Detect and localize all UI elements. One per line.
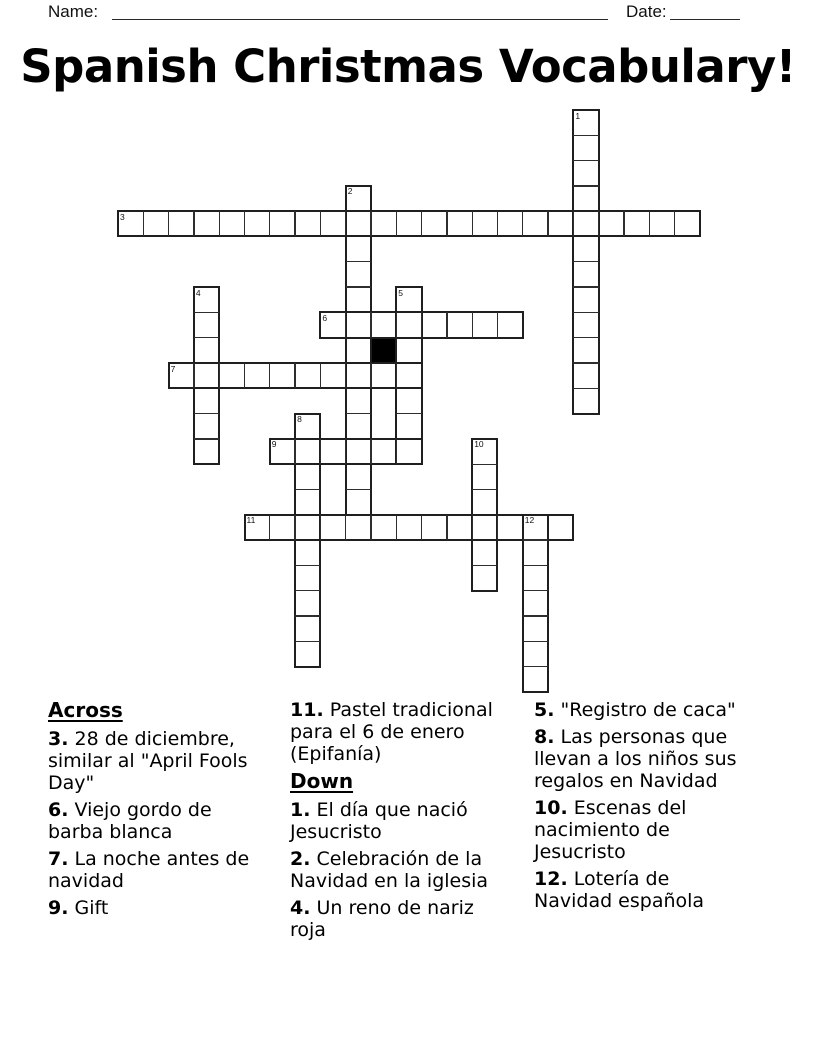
date-label: Date: (626, 2, 667, 21)
clue-number: 7. (48, 848, 69, 870)
page-title: Spanish Christmas Vocabulary! (20, 40, 796, 93)
clue-column-3 (534, 699, 746, 917)
word-number: 4 (195, 287, 201, 298)
clue-10 (534, 797, 746, 863)
clue-text: Gift (74, 897, 109, 919)
name-label: Name: (48, 2, 99, 21)
clue-text: Las personas que llevan a los niños sus regalos en Navidad (534, 726, 737, 792)
clue-number: 4. (290, 897, 311, 919)
word-number: 5 (398, 287, 404, 298)
word-number: 7 (170, 363, 176, 374)
clue-5 (534, 699, 746, 721)
clue-text: Escenas del nacimiento de Jesucristo (534, 797, 687, 863)
clue-1 (290, 799, 512, 843)
clue-text: "Registro de caca" (560, 699, 736, 721)
clue-9 (48, 897, 262, 919)
clue-text: Viejo gordo de barba blanca (48, 799, 212, 843)
clue-2 (290, 848, 512, 892)
clue-column-2 (290, 699, 512, 946)
clue-number: 12. (534, 868, 568, 890)
word-number: 2 (347, 186, 353, 197)
word-number: 12 (524, 515, 535, 526)
clue-text: Celebración de la Navidad en la iglesia (290, 848, 489, 892)
word-number: 10 (474, 439, 484, 450)
word-number: 11 (246, 515, 256, 526)
word-number: 8 (297, 414, 302, 425)
clue-text: Pastel tradicional para el 6 de enero (Epifanía) (290, 699, 493, 765)
clue-11 (290, 699, 512, 765)
clue-number: 3. (48, 728, 69, 750)
clue-column-1 (48, 699, 262, 924)
clue-number: 2. (290, 848, 311, 870)
clue-text: Un reno de nariz roja (290, 897, 474, 941)
clue-text: 28 de diciembre, similar al "April Fools Day" (48, 728, 248, 794)
clue-6 (48, 799, 262, 843)
clue-12 (534, 868, 746, 912)
across-header: Across (48, 698, 123, 722)
clue-number: 10. (534, 797, 568, 819)
word-number: 9 (271, 439, 277, 450)
clue-4 (290, 897, 512, 941)
clue-8 (534, 726, 746, 792)
clue-number: 11. (290, 699, 324, 721)
word-number: 6 (322, 312, 328, 323)
clue-number: 9. (48, 897, 69, 919)
clue-number: 5. (534, 699, 555, 721)
clue-text: El día que nació Jesucristo (290, 799, 468, 843)
clue-text: La noche antes de navidad (48, 848, 250, 892)
clue-3 (48, 728, 262, 794)
word-number: 1 (575, 110, 581, 121)
down-header: Down (290, 769, 354, 793)
clue-number: 1. (290, 799, 311, 821)
clue-number: 6. (48, 799, 69, 821)
clue-7 (48, 848, 262, 892)
clue-text: Lotería de Navidad española (534, 868, 705, 912)
clue-number: 8. (534, 726, 555, 748)
word-number: 3 (120, 211, 125, 222)
